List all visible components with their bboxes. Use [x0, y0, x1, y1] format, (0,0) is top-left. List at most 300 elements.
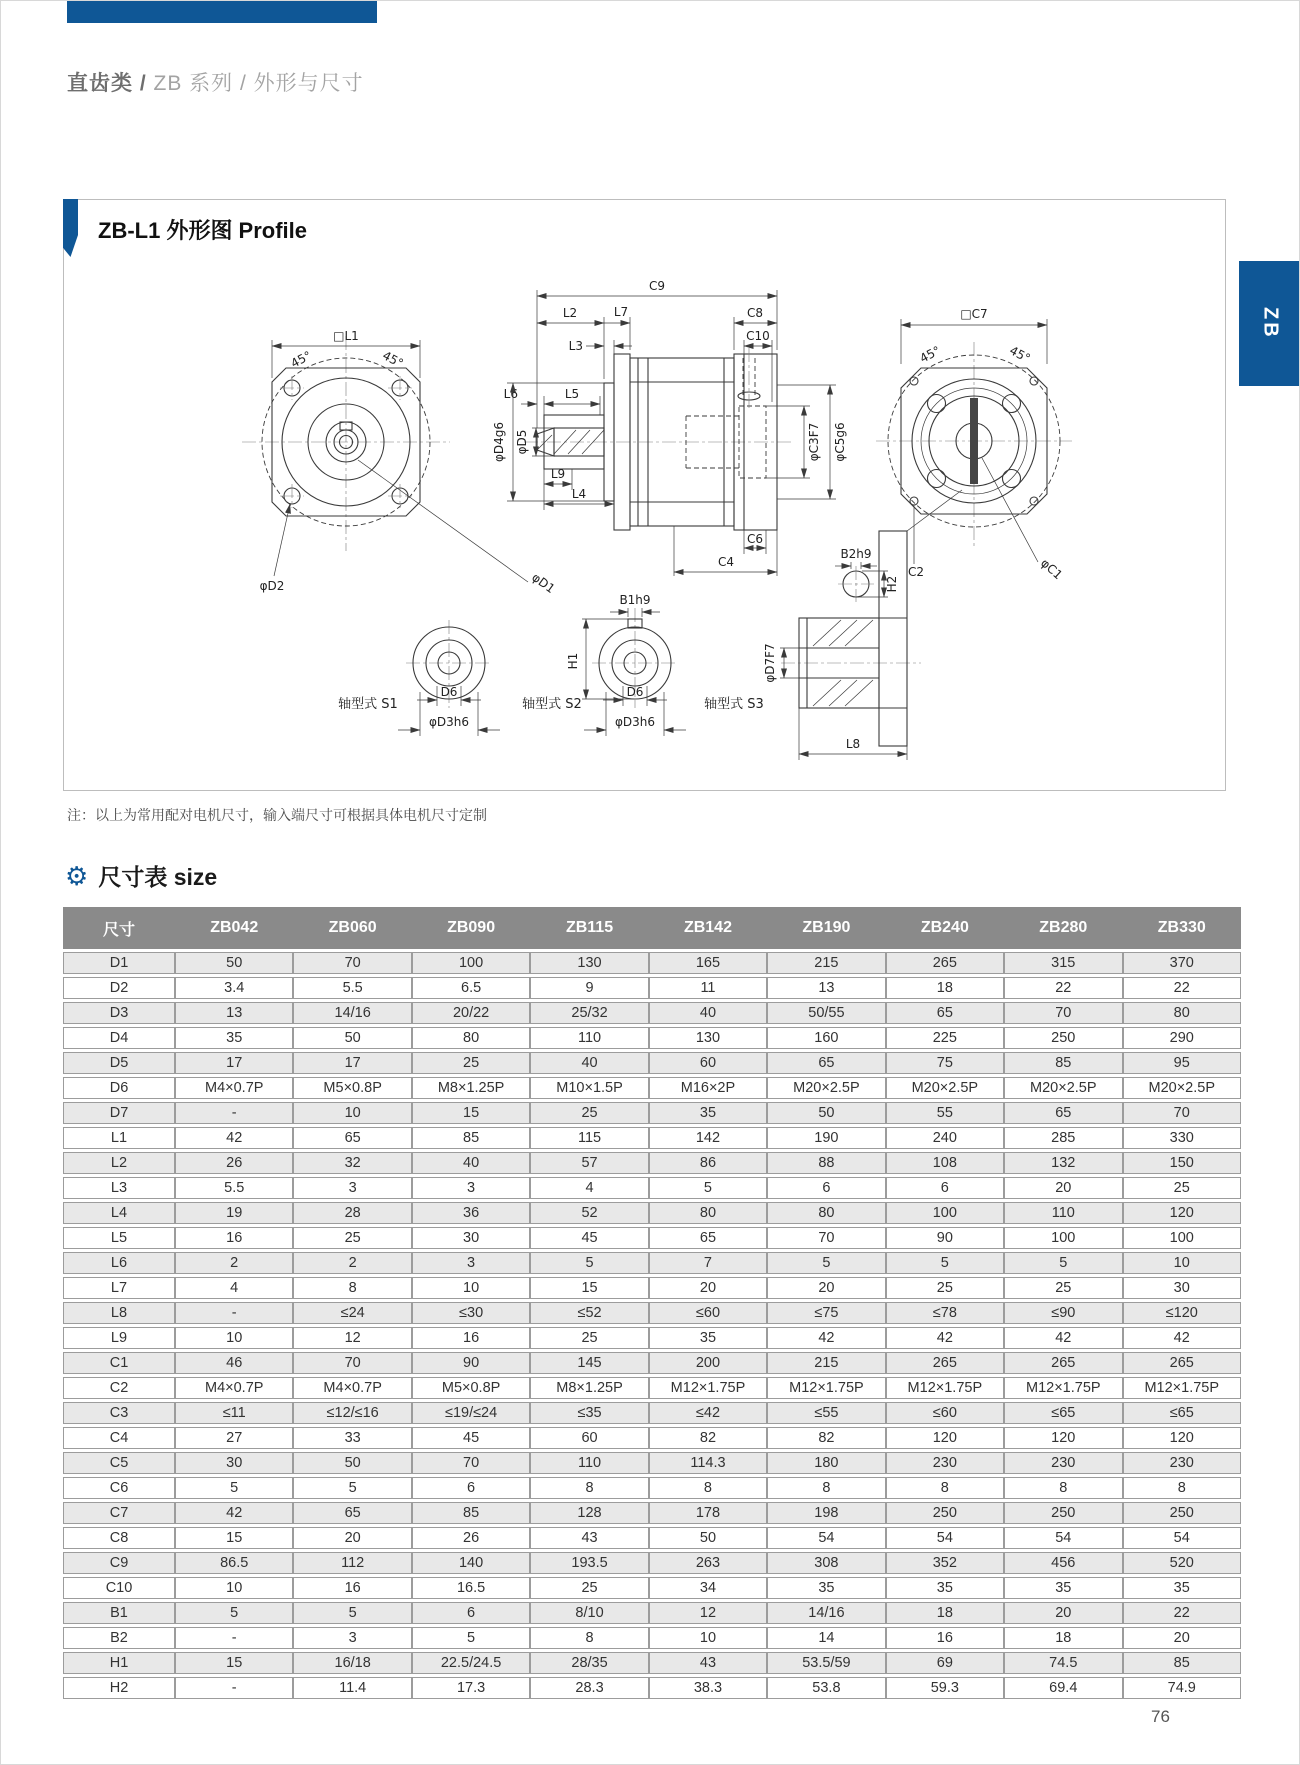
value-cell: 80	[412, 1027, 530, 1049]
dim-label-B2: B2h9	[840, 547, 872, 561]
value-cell: 8	[530, 1477, 648, 1499]
value-cell: -	[175, 1102, 293, 1124]
value-cell: M4×0.7P	[175, 1077, 293, 1099]
dim-column-header: 尺寸	[63, 907, 175, 949]
table-row	[63, 1252, 1241, 1274]
dim-name-cell: L1	[63, 1127, 175, 1149]
value-cell: 82	[649, 1427, 767, 1449]
value-cell: 110	[1004, 1202, 1122, 1224]
value-cell: 18	[886, 977, 1004, 999]
value-cell: 250	[1004, 1027, 1122, 1049]
value-cell: 178	[649, 1502, 767, 1524]
value-cell: 120	[1004, 1427, 1122, 1449]
value-cell: 12	[649, 1602, 767, 1624]
value-cell: 42	[175, 1502, 293, 1524]
dim-label-45-left: 45°	[288, 348, 314, 371]
value-cell: 50	[767, 1102, 885, 1124]
value-cell: 8	[1123, 1477, 1242, 1499]
value-cell: 55	[886, 1102, 1004, 1124]
value-cell: 43	[530, 1527, 648, 1549]
value-cell: 19	[175, 1202, 293, 1224]
value-cell: 240	[886, 1127, 1004, 1149]
value-cell: 5	[767, 1252, 885, 1274]
value-cell: 40	[530, 1052, 648, 1074]
value-cell: 3.4	[175, 977, 293, 999]
value-cell: 120	[886, 1427, 1004, 1449]
value-cell: 265	[1004, 1352, 1122, 1374]
breadcrumb-category: 直齿类 /	[67, 72, 147, 95]
value-cell: 16/18	[293, 1652, 411, 1674]
value-cell: 28	[293, 1202, 411, 1224]
value-cell: ≤19/≤24	[412, 1402, 530, 1424]
value-cell: 25	[1004, 1277, 1122, 1299]
value-cell: 5	[293, 1602, 411, 1624]
value-cell: 33	[293, 1427, 411, 1449]
value-cell: 8	[886, 1477, 1004, 1499]
dim-name-cell: D5	[63, 1052, 175, 1074]
value-cell: 16	[175, 1227, 293, 1249]
technical-drawing	[76, 246, 1216, 786]
value-cell: 25/32	[530, 1002, 648, 1024]
value-cell: 230	[1123, 1452, 1242, 1474]
shaft-s3-label: 轴型式 S3	[704, 697, 764, 712]
value-cell: 34	[649, 1577, 767, 1599]
value-cell: 25	[1123, 1177, 1242, 1199]
table-row	[63, 1452, 1241, 1474]
value-cell: 15	[530, 1277, 648, 1299]
value-cell: 35	[1004, 1577, 1122, 1599]
dim-name-cell: C10	[63, 1577, 175, 1599]
value-cell: 6.5	[412, 977, 530, 999]
value-cell: 80	[767, 1202, 885, 1224]
dim-name-cell: C1	[63, 1352, 175, 1374]
value-cell: 180	[767, 1452, 885, 1474]
table-row	[63, 977, 1241, 999]
value-cell: 140	[412, 1552, 530, 1574]
table-row	[63, 1477, 1241, 1499]
gear-icon: ⚙	[65, 860, 89, 891]
value-cell: 50	[293, 1452, 411, 1474]
size-section-header	[65, 859, 217, 892]
table-row	[63, 1052, 1241, 1074]
value-cell: 20	[649, 1277, 767, 1299]
value-cell: M12×1.75P	[649, 1377, 767, 1399]
value-cell: 5	[293, 1477, 411, 1499]
value-cell: M4×0.7P	[293, 1377, 411, 1399]
value-cell: -	[175, 1627, 293, 1649]
value-cell: 42	[886, 1327, 1004, 1349]
dim-name-cell: C4	[63, 1427, 175, 1449]
value-cell: 5	[175, 1602, 293, 1624]
value-cell: 25	[530, 1327, 648, 1349]
dim-name-cell: L2	[63, 1152, 175, 1174]
value-cell: 132	[1004, 1152, 1122, 1174]
dim-name-cell: L9	[63, 1327, 175, 1349]
dim-label-H2: H2	[885, 575, 899, 593]
value-cell: 112	[293, 1552, 411, 1574]
dim-name-cell: H1	[63, 1652, 175, 1674]
value-cell: -	[175, 1302, 293, 1324]
value-cell: 4	[530, 1177, 648, 1199]
value-cell: 120	[1123, 1202, 1242, 1224]
table-row	[63, 1352, 1241, 1374]
model-column-header: ZB042	[175, 907, 293, 949]
value-cell: M5×0.8P	[412, 1377, 530, 1399]
value-cell: 11.4	[293, 1677, 411, 1699]
value-cell: 90	[886, 1227, 1004, 1249]
value-cell: 14/16	[767, 1602, 885, 1624]
value-cell: 370	[1123, 952, 1242, 974]
table-row	[63, 1502, 1241, 1524]
size-table	[63, 904, 1241, 1702]
value-cell: 165	[649, 952, 767, 974]
value-cell: 28.3	[530, 1677, 648, 1699]
value-cell: M20×2.5P	[1004, 1077, 1122, 1099]
value-cell: 6	[767, 1177, 885, 1199]
value-cell: 12	[293, 1327, 411, 1349]
value-cell: 2	[175, 1252, 293, 1274]
dim-label-L2: L2	[562, 306, 578, 320]
dim-label-H1: H1	[566, 652, 580, 670]
table-row	[63, 1302, 1241, 1324]
dim-label-C5: φC5g6	[833, 422, 847, 462]
value-cell: 53.5/59	[767, 1652, 885, 1674]
value-cell: 30	[175, 1452, 293, 1474]
value-cell: ≤12/≤16	[293, 1402, 411, 1424]
value-cell: 308	[767, 1552, 885, 1574]
model-column-header: ZB190	[767, 907, 885, 949]
dim-label-B1: B1h9	[619, 593, 651, 607]
value-cell: M10×1.5P	[530, 1077, 648, 1099]
value-cell: 69.4	[1004, 1677, 1122, 1699]
side-section-view	[492, 279, 847, 576]
value-cell: 114.3	[649, 1452, 767, 1474]
table-row	[63, 1327, 1241, 1349]
value-cell: 8	[293, 1277, 411, 1299]
model-column-header: ZB060	[293, 907, 411, 949]
value-cell: 10	[175, 1327, 293, 1349]
value-cell: 20	[767, 1277, 885, 1299]
value-cell: 20	[1123, 1627, 1242, 1649]
value-cell: 2	[293, 1252, 411, 1274]
value-cell: M20×2.5P	[886, 1077, 1004, 1099]
value-cell: 11	[649, 977, 767, 999]
value-cell: 26	[175, 1152, 293, 1174]
value-cell: M12×1.75P	[1004, 1377, 1122, 1399]
value-cell: 25	[886, 1277, 1004, 1299]
table-row	[63, 952, 1241, 974]
table-row	[63, 1152, 1241, 1174]
value-cell: 88	[767, 1152, 885, 1174]
value-cell: 27	[175, 1427, 293, 1449]
model-column-header: ZB090	[412, 907, 530, 949]
value-cell: ≤75	[767, 1302, 885, 1324]
value-cell: 6	[886, 1177, 1004, 1199]
value-cell: M8×1.25P	[412, 1077, 530, 1099]
table-row	[63, 1427, 1241, 1449]
dim-name-cell: D1	[63, 952, 175, 974]
value-cell: 8/10	[530, 1602, 648, 1624]
value-cell: 45	[412, 1427, 530, 1449]
dim-label-C8: C8	[746, 306, 764, 320]
value-cell: M4×0.7P	[175, 1377, 293, 1399]
dim-label-C6: C6	[746, 532, 764, 546]
value-cell: 25	[530, 1102, 648, 1124]
dim-name-cell: C5	[63, 1452, 175, 1474]
value-cell: 42	[767, 1327, 885, 1349]
value-cell: 120	[1123, 1427, 1242, 1449]
table-row	[63, 1277, 1241, 1299]
value-cell: 3	[293, 1627, 411, 1649]
value-cell: 42	[1004, 1327, 1122, 1349]
table-row	[63, 1677, 1241, 1699]
dim-label-C2: C2	[907, 565, 925, 579]
value-cell: 65	[1004, 1102, 1122, 1124]
value-cell: 315	[1004, 952, 1122, 974]
value-cell: 16	[412, 1327, 530, 1349]
value-cell: 10	[649, 1627, 767, 1649]
value-cell: 52	[530, 1202, 648, 1224]
value-cell: 18	[1004, 1627, 1122, 1649]
value-cell: 250	[1004, 1502, 1122, 1524]
value-cell: 46	[175, 1352, 293, 1374]
value-cell: 142	[649, 1127, 767, 1149]
value-cell: ≤78	[886, 1302, 1004, 1324]
value-cell: 16	[293, 1577, 411, 1599]
dim-label-C7: □C7	[960, 307, 988, 321]
value-cell: 70	[767, 1227, 885, 1249]
value-cell: 9	[530, 977, 648, 999]
value-cell: 57	[530, 1152, 648, 1174]
dim-label-L5: L5	[564, 387, 580, 401]
model-column-header: ZB240	[886, 907, 1004, 949]
value-cell: 5	[412, 1627, 530, 1649]
model-column-header: ZB330	[1123, 907, 1242, 949]
dim-label-L4: L4	[571, 487, 587, 501]
value-cell: 59.3	[886, 1677, 1004, 1699]
value-cell: 17	[175, 1052, 293, 1074]
value-cell: ≤35	[530, 1402, 648, 1424]
value-cell: 230	[1004, 1452, 1122, 1474]
dim-label-L1: □L1	[333, 329, 359, 343]
value-cell: 160	[767, 1027, 885, 1049]
model-column-header: ZB115	[530, 907, 648, 949]
table-row	[63, 1027, 1241, 1049]
dim-name-cell: D3	[63, 1002, 175, 1024]
value-cell: 30	[412, 1227, 530, 1249]
value-cell: M12×1.75P	[1123, 1377, 1242, 1399]
value-cell: 110	[530, 1027, 648, 1049]
value-cell: 54	[886, 1527, 1004, 1549]
value-cell: 16.5	[412, 1577, 530, 1599]
value-cell: ≤24	[293, 1302, 411, 1324]
value-cell: 15	[412, 1102, 530, 1124]
value-cell: 86	[649, 1152, 767, 1174]
value-cell: 70	[1004, 1002, 1122, 1024]
dim-name-cell: L7	[63, 1277, 175, 1299]
value-cell: 18	[886, 1602, 1004, 1624]
shaft-s1-label: 轴型式 S1	[338, 697, 398, 712]
dim-name-cell: D7	[63, 1102, 175, 1124]
dim-name-cell: L8	[63, 1302, 175, 1324]
top-accent-bar	[67, 1, 377, 23]
dim-name-cell: C7	[63, 1502, 175, 1524]
value-cell: 13	[767, 977, 885, 999]
value-cell: 15	[175, 1527, 293, 1549]
dim-label-D6-s1: D6	[440, 685, 458, 699]
value-cell: ≤60	[649, 1302, 767, 1324]
value-cell: 200	[649, 1352, 767, 1374]
dim-name-cell: D2	[63, 977, 175, 999]
value-cell: 65	[293, 1502, 411, 1524]
value-cell: 8	[767, 1477, 885, 1499]
dim-name-cell: L6	[63, 1252, 175, 1274]
value-cell: 54	[767, 1527, 885, 1549]
front-view	[242, 329, 558, 596]
value-cell: 100	[412, 952, 530, 974]
value-cell: ≤65	[1004, 1402, 1122, 1424]
value-cell: 38.3	[649, 1677, 767, 1699]
table-row	[63, 1227, 1241, 1249]
value-cell: 250	[886, 1502, 1004, 1524]
value-cell: 108	[886, 1152, 1004, 1174]
dim-name-cell: C2	[63, 1377, 175, 1399]
dim-label-45-right: 45°	[380, 348, 406, 371]
value-cell: 20	[293, 1527, 411, 1549]
value-cell: 265	[1123, 1352, 1242, 1374]
value-cell: 100	[1123, 1227, 1242, 1249]
value-cell: 128	[530, 1502, 648, 1524]
value-cell: 100	[1004, 1227, 1122, 1249]
breadcrumb	[67, 67, 364, 97]
dim-name-cell: C3	[63, 1402, 175, 1424]
value-cell: 36	[412, 1202, 530, 1224]
table-row	[63, 1102, 1241, 1124]
input-flange-view	[876, 307, 1072, 582]
dim-name-cell: C6	[63, 1477, 175, 1499]
value-cell: 65	[886, 1002, 1004, 1024]
value-cell: 85	[412, 1127, 530, 1149]
dim-label-45-right2: 45°	[1007, 343, 1033, 366]
dim-label-C4: C4	[717, 555, 735, 569]
dim-label-D5: φD5	[515, 429, 529, 455]
value-cell: 85	[1123, 1652, 1242, 1674]
model-column-header: ZB142	[649, 907, 767, 949]
note-text: 注：以上为常用配对电机尺寸，输入端尺寸可根据具体电机尺寸定制	[67, 807, 487, 823]
value-cell: 263	[649, 1552, 767, 1574]
value-cell: M20×2.5P	[767, 1077, 885, 1099]
value-cell: 8	[530, 1627, 648, 1649]
value-cell: 25	[412, 1052, 530, 1074]
value-cell: ≤30	[412, 1302, 530, 1324]
table-row	[63, 1652, 1241, 1674]
value-cell: 65	[649, 1227, 767, 1249]
value-cell: 265	[886, 952, 1004, 974]
value-cell: 54	[1123, 1527, 1242, 1549]
shaft-type-s1	[338, 620, 500, 736]
value-cell: 65	[767, 1052, 885, 1074]
value-cell: 70	[293, 1352, 411, 1374]
value-cell: 230	[886, 1452, 1004, 1474]
value-cell: 330	[1123, 1127, 1242, 1149]
value-cell: 8	[649, 1477, 767, 1499]
value-cell: 115	[530, 1127, 648, 1149]
dim-label-D6-s2: D6	[626, 685, 644, 699]
value-cell: 225	[886, 1027, 1004, 1049]
value-cell: 10	[1123, 1252, 1242, 1274]
size-table-head-row	[63, 907, 1241, 949]
value-cell: 198	[767, 1502, 885, 1524]
profile-title: ZB-L1 外形图 Profile	[98, 218, 308, 243]
table-row	[63, 1077, 1241, 1099]
value-cell: ≤42	[649, 1402, 767, 1424]
value-cell: 10	[412, 1277, 530, 1299]
value-cell: 35	[649, 1102, 767, 1124]
value-cell: 215	[767, 1352, 885, 1374]
dim-name-cell: B1	[63, 1602, 175, 1624]
table-row	[63, 1402, 1241, 1424]
value-cell: 75	[886, 1052, 1004, 1074]
value-cell: ≤52	[530, 1302, 648, 1324]
value-cell: 82	[767, 1427, 885, 1449]
breadcrumb-rest: ZB 系列 / 外形与尺寸	[146, 72, 364, 95]
value-cell: 86.5	[175, 1552, 293, 1574]
value-cell: 22	[1123, 977, 1242, 999]
value-cell: 15	[175, 1652, 293, 1674]
dim-name-cell: D4	[63, 1027, 175, 1049]
dim-label-L3: L3	[568, 339, 583, 353]
dim-label-C9: C9	[648, 279, 666, 293]
value-cell: M20×2.5P	[1123, 1077, 1242, 1099]
dim-name-cell: D6	[63, 1077, 175, 1099]
side-tab-zb	[1239, 261, 1300, 386]
value-cell: 14/16	[293, 1002, 411, 1024]
value-cell: 22	[1123, 1602, 1242, 1624]
value-cell: 50	[175, 952, 293, 974]
value-cell: ≤65	[1123, 1402, 1242, 1424]
table-row	[63, 1527, 1241, 1549]
table-row	[63, 1602, 1241, 1624]
value-cell: 65	[293, 1127, 411, 1149]
value-cell: ≤120	[1123, 1302, 1242, 1324]
value-cell: 193.5	[530, 1552, 648, 1574]
value-cell: 5	[886, 1252, 1004, 1274]
value-cell: 190	[767, 1127, 885, 1149]
value-cell: 45	[530, 1227, 648, 1249]
value-cell: 20/22	[412, 1002, 530, 1024]
dim-label-L6: L6	[503, 387, 518, 401]
value-cell: 20	[1004, 1177, 1122, 1199]
value-cell: 150	[1123, 1152, 1242, 1174]
value-cell: 17.3	[412, 1677, 530, 1699]
profile-box	[63, 199, 1226, 791]
value-cell: 70	[293, 952, 411, 974]
value-cell: 85	[412, 1502, 530, 1524]
value-cell: 100	[886, 1202, 1004, 1224]
value-cell: 50	[649, 1527, 767, 1549]
dim-name-cell: C8	[63, 1527, 175, 1549]
value-cell: 35	[767, 1577, 885, 1599]
value-cell: 69	[886, 1652, 1004, 1674]
value-cell: 13	[175, 1002, 293, 1024]
value-cell: 520	[1123, 1552, 1242, 1574]
value-cell: 35	[1123, 1577, 1242, 1599]
dim-label-L9: L9	[550, 467, 566, 481]
value-cell: 50/55	[767, 1002, 885, 1024]
value-cell: 43	[649, 1652, 767, 1674]
side-tab-label: ZB	[1259, 307, 1282, 340]
value-cell: 290	[1123, 1027, 1242, 1049]
